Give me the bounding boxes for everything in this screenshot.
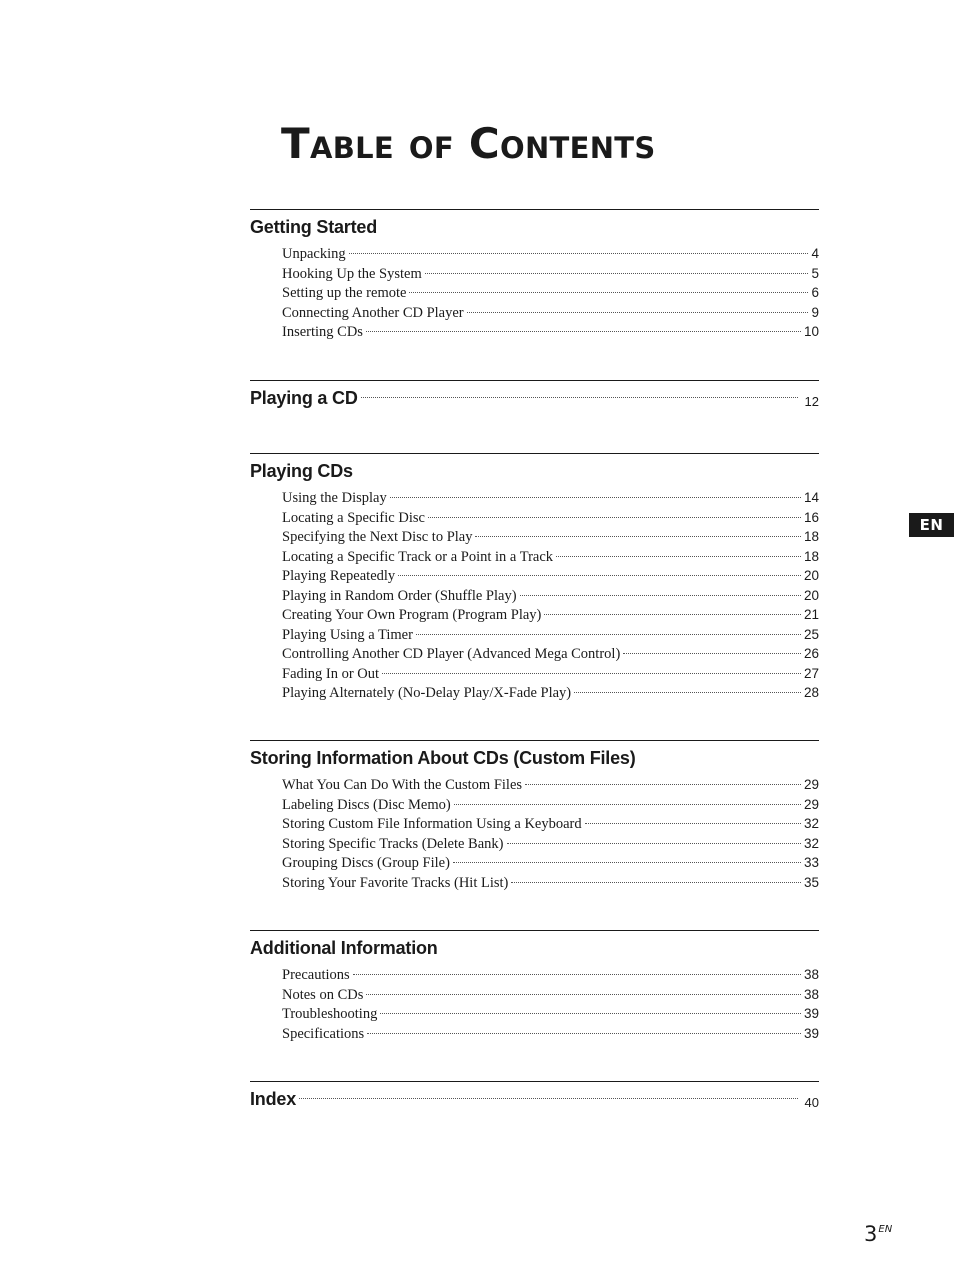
entry-title: Locating a Specific Disc: [282, 509, 425, 526]
entry-page: 39: [803, 1006, 819, 1021]
toc-section-playing-a-cd[interactable]: [250, 380, 819, 411]
entry-page: 20: [803, 568, 819, 583]
toc-entry[interactable]: [282, 264, 819, 284]
entry-page: 9: [811, 304, 819, 320]
entry-page: 29: [803, 796, 819, 812]
entry-title: What You Can Do With the Custom Files: [282, 777, 523, 793]
dot-leader: [398, 575, 801, 576]
entry-page: 5: [811, 265, 819, 281]
toc-entry[interactable]: [282, 547, 819, 567]
dot-leader: [511, 882, 801, 883]
dot-leader: [299, 1098, 798, 1099]
entry-title: Notes on CDs: [282, 986, 364, 1003]
entry-title: Storing Your Favorite Tracks (Hit List): [282, 874, 509, 891]
dot-leader: [556, 556, 801, 557]
dot-leader: [507, 843, 801, 844]
entry-page: 26: [803, 646, 819, 661]
entry-page: 18: [803, 529, 819, 544]
entry-title: Playing Using a Timer: [282, 626, 413, 643]
entry-page: 28: [803, 685, 819, 700]
entry-title: Hooking Up the System: [282, 265, 422, 282]
entry-title: Creating Your Own Program (Program Play): [282, 607, 542, 623]
section-page: 40: [804, 1095, 819, 1110]
toc-section-additional-information: [250, 930, 819, 1043]
entry-page: 21: [803, 607, 819, 622]
toc-entry[interactable]: [282, 775, 819, 795]
dot-leader: [416, 634, 801, 635]
toc-entry[interactable]: [282, 566, 819, 586]
toc-entry[interactable]: [282, 664, 819, 684]
toc-entry[interactable]: [282, 605, 819, 625]
page-number-value: 3: [864, 1222, 878, 1246]
toc-entry[interactable]: [282, 965, 819, 985]
entry-page: 29: [803, 777, 819, 792]
dot-leader: [367, 1033, 801, 1034]
entry-title: Storing Custom File Information Using a Keyboard: [282, 816, 582, 832]
entry-page: 38: [803, 967, 819, 982]
entry-page: 33: [803, 855, 819, 870]
page-title: Table of Contents: [281, 119, 656, 168]
language-tab: EN: [909, 513, 954, 537]
toc-entry[interactable]: [282, 283, 819, 303]
entry-list: [250, 244, 819, 342]
dot-leader: [544, 614, 801, 615]
entry-page: 32: [803, 816, 819, 831]
section-heading: Playing CDs: [250, 461, 353, 481]
entry-page: 18: [803, 548, 819, 564]
entry-page: 14: [803, 490, 819, 505]
dot-leader: [382, 673, 801, 674]
dot-leader: [428, 517, 801, 518]
section-heading-row: [250, 385, 819, 411]
entry-title: Labeling Discs (Disc Memo): [282, 796, 451, 813]
dot-leader: [453, 862, 801, 863]
toc-entry[interactable]: [282, 853, 819, 873]
entry-title: Setting up the remote: [282, 285, 407, 301]
dot-leader: [467, 312, 809, 313]
dot-leader: [349, 253, 809, 254]
dot-leader: [425, 273, 809, 274]
toc-entry[interactable]: [282, 644, 819, 664]
dot-leader: [454, 804, 801, 805]
section-heading: Getting Started: [250, 217, 378, 237]
entry-list: [250, 965, 819, 1043]
entry-title: Connecting Another CD Player: [282, 304, 464, 321]
entry-page: 10: [803, 324, 819, 339]
section-page: 12: [804, 394, 819, 409]
entry-title: Grouping Discs (Group File): [282, 855, 450, 871]
entry-page: 32: [803, 835, 819, 851]
section-heading: Playing a CD: [250, 388, 358, 408]
entry-page: 27: [803, 665, 819, 681]
toc-entry[interactable]: [282, 985, 819, 1005]
dot-leader: [585, 823, 801, 824]
section-heading: Storing Information About CDs (Custom Files): [250, 748, 636, 768]
dot-leader: [380, 1013, 801, 1014]
dot-leader: [366, 994, 801, 995]
dot-leader: [623, 653, 801, 654]
entry-page: 16: [803, 509, 819, 525]
entry-page: 39: [803, 1025, 819, 1041]
dot-leader: [409, 292, 808, 293]
toc-entry[interactable]: [282, 322, 819, 342]
entry-title: Locating a Specific Track or a Point in a Track: [282, 548, 554, 565]
toc-entry[interactable]: [282, 508, 819, 528]
dot-leader: [475, 536, 800, 537]
entry-title: Controlling Another CD Player (Advanced Mega Control): [282, 646, 621, 662]
toc-entry[interactable]: [282, 1024, 819, 1044]
entry-title: Storing Specific Tracks (Delete Bank): [282, 835, 504, 852]
toc-section-custom-files: [250, 740, 819, 892]
section-heading: Additional Information: [250, 938, 438, 958]
dot-leader: [574, 692, 801, 693]
toc-entry[interactable]: [282, 873, 819, 893]
entry-title: Playing Alternately (No-Delay Play/X-Fade Play): [282, 685, 572, 701]
entry-title: Fading In or Out: [282, 665, 380, 682]
toc-entry[interactable]: [282, 795, 819, 815]
dot-leader: [520, 595, 801, 596]
entry-title: Specifications: [282, 1025, 365, 1042]
dot-leader: [366, 331, 801, 332]
entry-title: Inserting CDs: [282, 324, 363, 340]
entry-page: 35: [803, 874, 819, 890]
dot-leader: [353, 974, 801, 975]
entry-page: 6: [811, 285, 819, 300]
entry-page: 38: [803, 986, 819, 1002]
toc-entry[interactable]: [282, 586, 819, 606]
entry-title: Playing in Random Order (Shuffle Play): [282, 587, 517, 604]
dot-leader: [361, 397, 798, 398]
toc-entry[interactable]: [282, 625, 819, 645]
toc-entry[interactable]: [282, 814, 819, 834]
toc-entry[interactable]: [282, 1004, 819, 1024]
entry-title: Troubleshooting: [282, 1006, 378, 1022]
section-heading: Index: [250, 1089, 297, 1109]
entry-title: Precautions: [282, 967, 350, 983]
entry-list: [250, 775, 819, 892]
toc-entry[interactable]: [282, 834, 819, 854]
entry-page: 4: [811, 246, 819, 261]
toc-entry[interactable]: [282, 683, 819, 703]
toc-entry[interactable]: [282, 244, 819, 264]
entry-title: Using the Display: [282, 490, 387, 506]
section-heading-row: [250, 1086, 819, 1112]
toc-section-playing-cds: [250, 453, 819, 703]
dot-leader: [390, 497, 801, 498]
page-number-suffix: EN: [878, 1224, 893, 1235]
toc-section-index[interactable]: [250, 1081, 819, 1112]
entry-title: Unpacking: [282, 246, 346, 262]
entry-page: 20: [803, 587, 819, 603]
entry-title: Specifying the Next Disc to Play: [282, 529, 473, 545]
toc-entry[interactable]: [282, 303, 819, 323]
dot-leader: [525, 784, 801, 785]
page-number: [864, 1222, 892, 1246]
toc-entry[interactable]: [282, 488, 819, 508]
entry-page: 25: [803, 626, 819, 642]
entry-list: [250, 488, 819, 703]
toc-section-getting-started: [250, 209, 819, 342]
entry-title: Playing Repeatedly: [282, 568, 396, 584]
toc-entry[interactable]: [282, 527, 819, 547]
